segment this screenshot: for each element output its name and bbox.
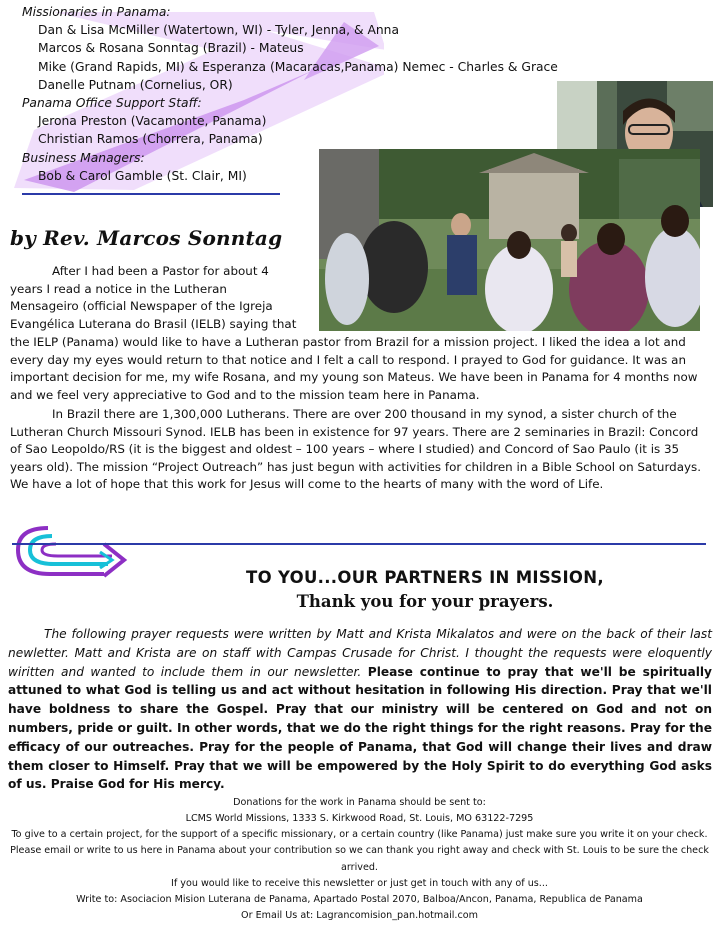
article-paragraph-1: the IELP (Panama) would like to have a Lutheran pastor from Brazil for a mission project. I liked the idea a lot and every day my eyes would return to that notice and I felt a call to respond. I prayed to God for guidance. It was an important decision for me, my wife Rosana, and my young son Mateus. We have been in Panama for 4 months now and we feel very appreciative to God and to the mission team here in Panama. <box>10 335 698 402</box>
footer-line: Donations for the work in Panama should be sent to: <box>233 797 486 808</box>
article-byline: by Rev. Marcos Sonntag <box>10 226 283 250</box>
prayer-list: Please continue to pray that we'll be spiritually attuned to what God is telling us and act without hesitation in following His direction. Pray that we'll have boldness to share the Gospel. Pray that our ministry will be centered on God and not on numbers, pride or guilt. In other words, that we do the right things for the right reasons. Pray for the efficacy of our outreaches. Pray for the people of Panama, that God will change their lives and draw them closer to Himself. Pray that we will be empowered by the Holy Spirit to do everything God asks of us. Praise God for His mercy. <box>8 664 713 792</box>
missionary-entry: Danelle Putnam (Cornelius, OR) <box>38 77 233 92</box>
intro-line: Evangélica Luterana do Brasil (IELB) saying that <box>10 316 297 331</box>
group-photo <box>319 149 700 331</box>
article-paragraph-2: In Brazil there are 1,300,000 Lutherans. There are over 200 thousand in my synod, a sister church of the Lutheran Church Missouri Synod. IELB has been in existence for 97 years. There are 2 seminaries in Brazil: Concord of Sao Leopoldo/RS (it is the biggest and oldest – 100 years – where I studied) and Concord of Sao Paulo (it is 35 years old). The mission “Project Outreach” has just begun with activities for children in a Bible School on Saturdays. We have a lot of hope that this work for Jesus will come to the hearts of many with the word of Life. <box>10 407 701 492</box>
business-manager-entry: Bob & Carol Gamble (St. Clair, MI) <box>38 168 247 183</box>
business-managers-heading: Business Managers: <box>22 150 145 165</box>
section-divider <box>12 543 706 545</box>
arrow-logo-icon <box>8 514 128 586</box>
prayer-requests <box>8 625 712 794</box>
article-intro <box>10 263 315 333</box>
office-staff-heading: Panama Office Support Staff: <box>22 96 202 111</box>
intro-line: years I read a notice in the Lutheran <box>10 281 227 296</box>
footer-email: Or Email Us at: Lagrancomision_pan.hotmail.com <box>241 910 478 921</box>
footer-line: To give to a certain project, for the support of a specific missionary, or a certain country (like Panama) just make sure you write it on your check. Please email or write to us here in Panama about your contribution so we can thank you right away and check with St. Louis to be sure the check arrived. <box>10 829 709 873</box>
intro-line: After I had been a Pastor for about 4 <box>52 264 269 278</box>
office-staff-entry: Christian Ramos (Chorrera, Panama) <box>38 132 263 147</box>
footer-line: LCMS World Missions, 1333 S. Kirkwood Road, St. Louis, MO 63122-7295 <box>185 813 534 824</box>
footer-line: If you would like to receive this newsletter or just get in touch with any of us... <box>171 878 548 889</box>
missionary-entry: Marcos & Rosana Sonntag (Brazil) - Mateus <box>38 41 304 56</box>
partners-subheading: Thank you for your prayers. <box>296 592 554 611</box>
intro-line: Mensageiro (official Newspaper of the Igreja <box>10 299 273 314</box>
missionary-entry: Mike (Grand Rapids, MI) & Esperanza (Macaracas,Panama) Nemec - Charles & Grace <box>38 59 558 74</box>
footer-line: Write to: Asociacion Mision Luterana de Panama, Apartado Postal 2070, Balboa/Ancon, Panama, Republica de Panama <box>76 894 643 905</box>
partners-heading: TO YOU...OUR PARTNERS IN MISSION, <box>246 568 604 587</box>
section-divider <box>22 193 280 195</box>
missionary-entry: Dan & Lisa McMiller (Watertown, WI) - Tyler, Jenna, & Anna <box>38 23 399 38</box>
office-staff-entry: Jerona Preston (Vacamonte, Panama) <box>38 114 267 129</box>
prayer-intro: The following prayer requests were written by Matt and Krista Mikalatos and were on the back of their last newletter. Matt and Krista are on staff with Campas Crusade for Christ. I thought the requests were eloquently wiritten and wanted to include them in our newsletter. <box>8 627 712 679</box>
missionaries-heading: Missionaries in Panama: <box>22 5 171 19</box>
